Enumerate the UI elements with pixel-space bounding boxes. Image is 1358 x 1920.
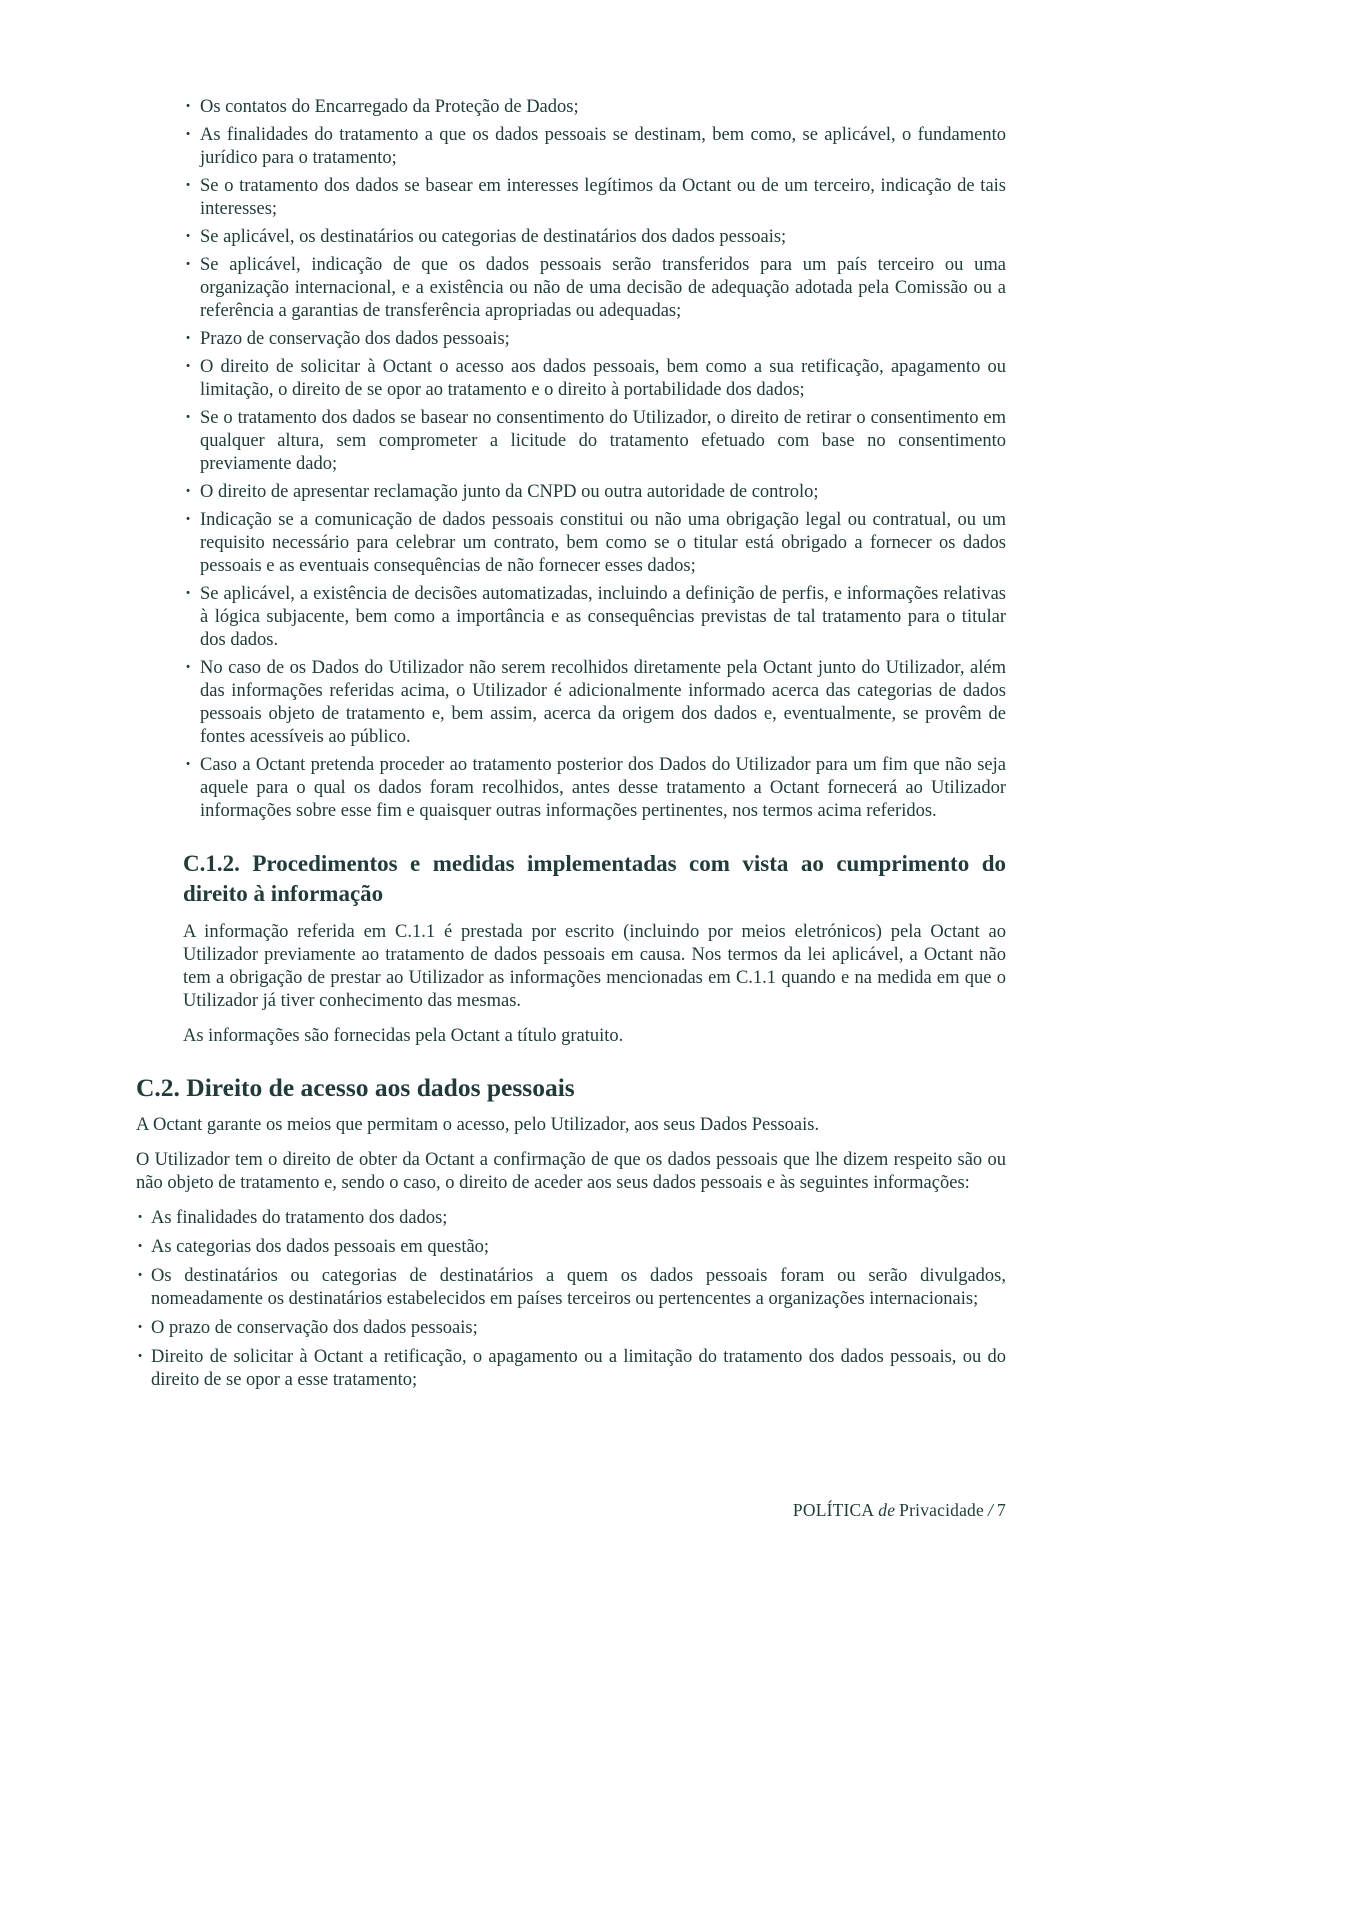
list-item-text: O direito de solicitar à Octant o acesso aos dados pessoais, bem como a sua retificação, apagamento ou limitação, o direito de se opor ao tratamento e o direito à portabilidade dos dados; [200, 357, 1006, 400]
bullet-icon: · [185, 658, 192, 678]
paragraph-c12-2: As informações são fornecidas pela Octant a título gratuito. [183, 1026, 624, 1046]
bullet-icon: · [137, 1347, 144, 1367]
list-item-text: Se o tratamento dos dados se basear em interesses legítimos da Octant ou de um terceiro, indicação de tais interesses; [200, 176, 1006, 219]
footer-doc-title-rest: Privacidade [899, 1500, 984, 1520]
list-item-text: Os contatos do Encarregado da Proteção de Dados; [200, 97, 579, 117]
list-item-text: As finalidades do tratamento dos dados; [151, 1208, 448, 1228]
list-item [183, 481, 1006, 504]
list-item-text: Direito de solicitar à Octant a retificação, o apagamento ou a limitação do tratamento dos dados pessoais, ou do direito de se opor a esse tratamento; [151, 1347, 1006, 1390]
bullet-icon: · [185, 584, 192, 604]
bullet-icon: · [185, 755, 192, 775]
list-item [183, 328, 1006, 351]
list-item [183, 175, 1006, 221]
list-item-text: Os destinatários ou categorias de destinatários a quem os dados pessoais foram ou serão divulgados, nomeadamente os destinatários estabelecidos em países terceiros ou pertencentes a organizações internacionais; [151, 1266, 1006, 1309]
bullet-icon: · [185, 482, 192, 502]
section-c2-heading: C.2. Direito de acesso aos dados pessoais [136, 1073, 575, 1102]
bullet-icon: · [185, 329, 192, 349]
list-item [183, 254, 1006, 323]
list-item [136, 1265, 1006, 1311]
paragraph-c2-2: O Utilizador tem o direito de obter da Octant a confirmação de que os dados pessoais que lhe dizem respeito são ou não objeto de tratamento e, sendo o caso, o direito de aceder aos seus dados pessoais e às seguintes informações: [136, 1150, 1006, 1193]
bullet-icon: · [185, 125, 192, 145]
section-c12-heading: C.1.2. Procedimentos e medidas implementadas com vista ao cumprimento do direito à informação [183, 851, 1006, 906]
list-item-text: No caso de os Dados do Utilizador não serem recolhidos diretamente pela Octant junto do Utilizador, além das informações referidas acima, o Utilizador é adicionalmente informado acerca das categorias de dados pessoais objeto de tratamento e, bem assim, acerca da origem dos dados e, eventualmente, se provêm de fontes acessíveis ao público. [200, 658, 1006, 747]
list-item [136, 1207, 1006, 1230]
list-item-text: Se aplicável, a existência de decisões automatizadas, incluindo a definição de perfis, e informações relativas à lógica subjacente, bem como a importância e as consequências previstas de tal tratamento para o titular dos dados. [200, 584, 1006, 650]
footer-doc-title-italic: de [878, 1500, 896, 1520]
list-item [183, 124, 1006, 170]
info-list [183, 96, 1006, 823]
section-c2-block [136, 1072, 1006, 1392]
list-item [183, 657, 1006, 749]
list-item [136, 1346, 1006, 1392]
list-item-text: Se aplicável, os destinatários ou categorias de destinatários dos dados pessoais; [200, 227, 787, 247]
access-list [136, 1207, 1006, 1392]
paragraph-c12-1: A informação referida em C.1.1 é prestada por escrito (incluindo por meios eletrónicos) pela Octant ao Utilizador previamente ao tratamento de dados pessoais em causa. Nos termos da lei aplicável, a Octant não tem a obrigação de prestar ao Utilizador as informações mencionadas em C.1.1 quando e na medida em que o Utilizador já tiver conhecimento das mesmas. [183, 922, 1006, 1011]
list-item-text: Caso a Octant pretenda proceder ao tratamento posterior dos Dados do Utilizador para um fim que não seja aquele para o qual os dados foram recolhidos, antes desse tratamento a Octant fornecerá ao Utilizador informações sobre esse fim e quaisquer outras informações pertinentes, nos termos acima referidos. [200, 755, 1006, 821]
bullet-icon: · [137, 1208, 144, 1228]
bullet-icon: · [137, 1237, 144, 1257]
bullet-icon: · [185, 408, 192, 428]
bullet-icon: · [185, 176, 192, 196]
list-item [183, 226, 1006, 249]
footer-separator: / [987, 1500, 994, 1520]
list-item-text: O prazo de conservação dos dados pessoais; [151, 1318, 478, 1338]
section-c11-list-block [183, 96, 1006, 1048]
list-item-text: Prazo de conservação dos dados pessoais; [200, 329, 510, 349]
bullet-icon: · [185, 510, 192, 530]
list-item [183, 754, 1006, 823]
bullet-icon: · [185, 227, 192, 247]
bullet-icon: · [185, 97, 192, 117]
bullet-icon: · [185, 255, 192, 275]
footer-page-number: 7 [997, 1500, 1006, 1520]
list-item-text: Indicação se a comunicação de dados pessoais constitui ou não uma obrigação legal ou contratual, ou um requisito necessário para celebrar um contrato, bem como se o titular está obrigado a fornecer os dados pessoais e as eventuais consequências de não fornecer esses dados; [200, 510, 1006, 576]
footer-doc-title: POLÍTICA [792, 1500, 875, 1520]
bullet-icon: · [185, 357, 192, 377]
list-item [183, 509, 1006, 578]
list-item [136, 1236, 1006, 1259]
list-item-text: Se aplicável, indicação de que os dados pessoais serão transferidos para um país terceiro ou uma organização internacional, e a existência ou não de uma decisão de adequação adotada pela Comissão ou a referência a garantias de transferência apropriadas ou adequadas; [200, 255, 1006, 321]
bullet-icon: · [137, 1318, 144, 1338]
list-item-text: As categorias dos dados pessoais em questão; [151, 1237, 490, 1257]
bullet-icon: · [137, 1266, 144, 1286]
list-item [183, 96, 1006, 119]
list-item [183, 583, 1006, 652]
list-item-text: O direito de apresentar reclamação junto da CNPD ou outra autoridade de controlo; [200, 482, 819, 502]
list-item-text: As finalidades do tratamento a que os dados pessoais se destinam, bem como, se aplicável, o fundamento jurídico para o tratamento; [200, 125, 1006, 168]
document-page [0, 96, 1358, 1398]
list-item-text: Se o tratamento dos dados se basear no consentimento do Utilizador, o direito de retirar o consentimento em qualquer altura, sem comprometer a licitude do tratamento efetuado com base no consentimento previamente dado; [200, 408, 1006, 474]
list-item [183, 407, 1006, 476]
list-item [136, 1317, 1006, 1340]
page-footer [0, 1500, 1006, 1521]
paragraph-c2-1: A Octant garante os meios que permitam o acesso, pelo Utilizador, aos seus Dados Pessoais. [136, 1115, 820, 1135]
list-item [183, 356, 1006, 402]
